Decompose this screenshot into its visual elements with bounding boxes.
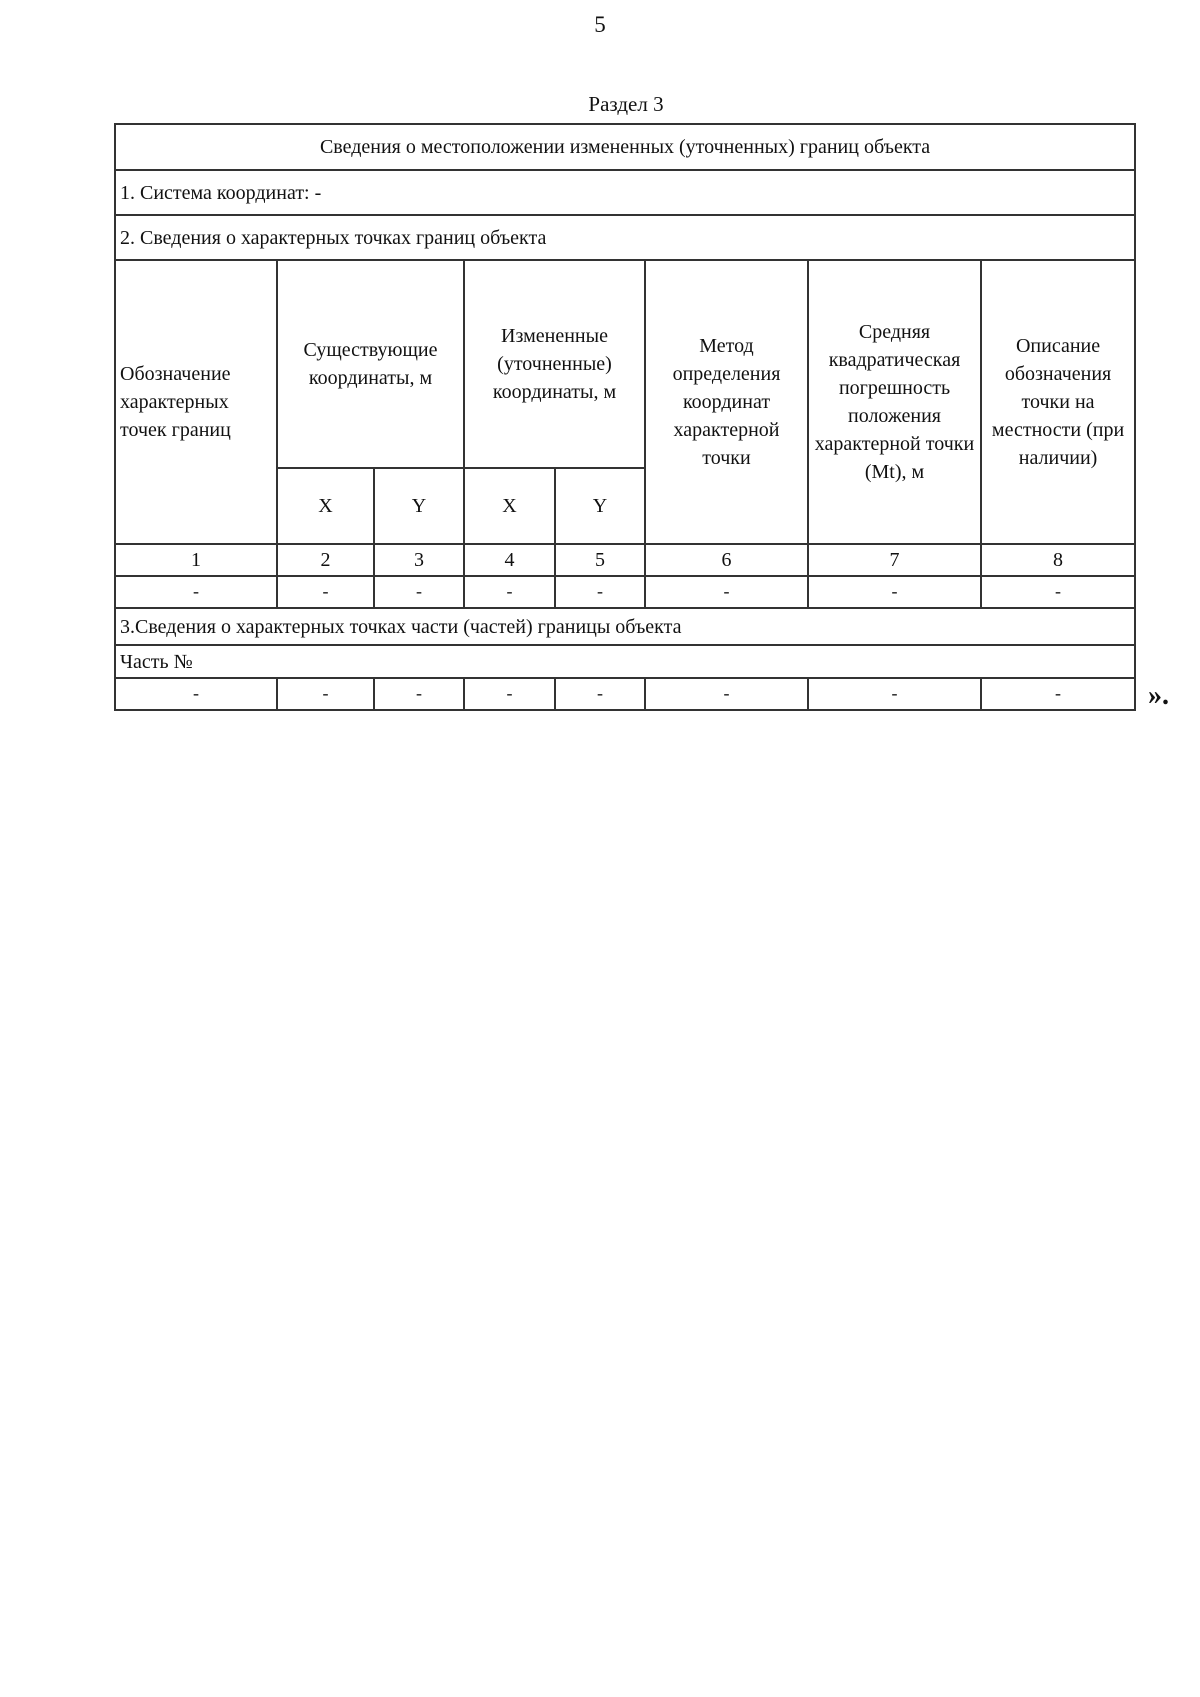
table-row: [115, 576, 1135, 608]
header-description: Описание обозначения точки на местности (при наличии): [981, 260, 1135, 544]
column-number: 8: [981, 544, 1135, 576]
subheader-changed-x: X: [464, 468, 555, 544]
column-number: 7: [808, 544, 981, 576]
table-title: Сведения о местоположении измененных (уточненных) границ объекта: [115, 124, 1135, 170]
subheader-changed-y: Y: [555, 468, 645, 544]
column-number: 4: [464, 544, 555, 576]
header-method: Метод определения координат характерной точки: [645, 260, 808, 544]
table-cell: -: [808, 576, 981, 608]
table-cell: -: [115, 678, 277, 710]
section2-title: 2. Сведения о характерных точках границ объекта: [115, 215, 1135, 260]
table-cell: -: [277, 678, 374, 710]
closing-quote: ».: [1148, 680, 1169, 711]
column-numbers-row: [115, 544, 1135, 576]
table-cell: -: [277, 576, 374, 608]
table-cell: -: [645, 678, 808, 710]
table-cell: -: [981, 678, 1135, 710]
table-cell: -: [374, 678, 464, 710]
subheader-existing-x: X: [277, 468, 374, 544]
header-existing-coords: Существующие координаты, м: [277, 260, 464, 468]
column-number: 1: [115, 544, 277, 576]
table-cell: -: [555, 576, 645, 608]
table-cell: -: [464, 576, 555, 608]
part-label: Часть №: [115, 645, 1135, 678]
table-cell: -: [464, 678, 555, 710]
column-number: 2: [277, 544, 374, 576]
table-cell: -: [374, 576, 464, 608]
section-label: Раздел 3: [588, 92, 664, 116]
table-cell: -: [555, 678, 645, 710]
table-row: [115, 678, 1135, 710]
section3-title: 3.Сведения о характерных точках части (частей) границы объекта: [115, 608, 1135, 645]
subheader-existing-y: Y: [374, 468, 464, 544]
table-cell: -: [115, 576, 277, 608]
coordinate-system: 1. Система координат: -: [115, 170, 1135, 215]
table-cell: -: [981, 576, 1135, 608]
boundary-points-table: [114, 123, 1136, 711]
table-cell: -: [808, 678, 981, 710]
header-designation: Обозначение характерных точек границ: [115, 260, 277, 544]
column-number: 6: [645, 544, 808, 576]
table-cell: -: [645, 576, 808, 608]
header-changed-coords: Измененные (уточненные) координаты, м: [464, 260, 645, 468]
column-number: 3: [374, 544, 464, 576]
header-error: Средняя квадратическая погрешность положения характерной точки (Mt), м: [808, 260, 981, 544]
page-number: 5: [594, 12, 606, 37]
column-number: 5: [555, 544, 645, 576]
